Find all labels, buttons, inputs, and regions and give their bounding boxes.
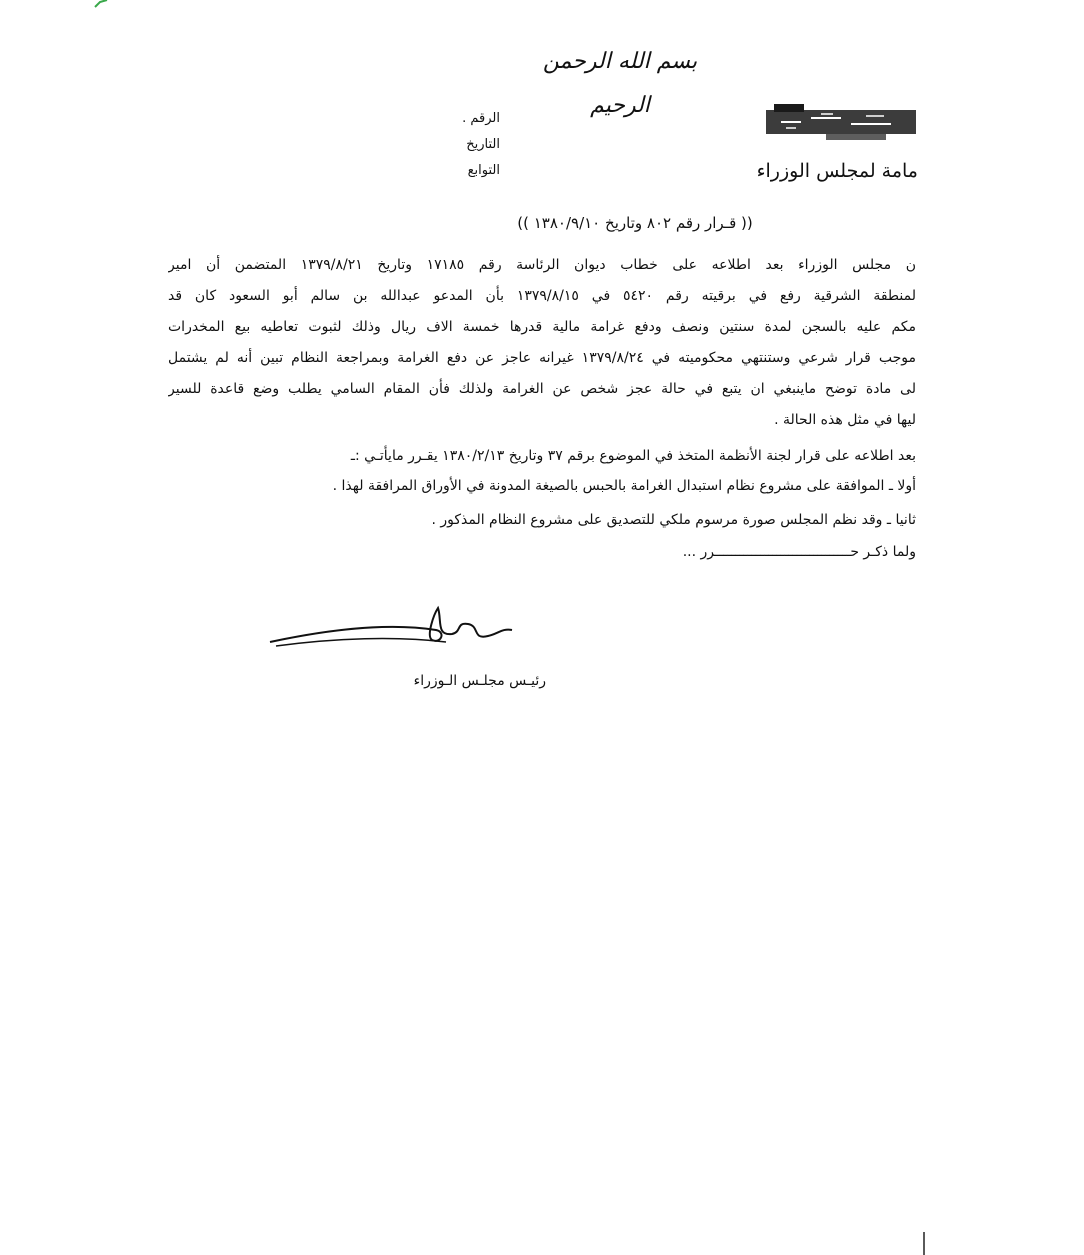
reference-block: [400, 106, 500, 184]
body-line: موجب قرار شرعي وستنتهي محكوميته في ١٣٧٩/٨/٢٤ غيرانه عاجز عن دفع الغرامة وبمراجعة النظام تبين أنه لم يشتمل: [168, 350, 916, 366]
green-mark: [94, 0, 108, 8]
decision-title: (( قـرار رقم ٨٠٢ وتاريخ ١٣٨٠/٩/١٠ )): [517, 214, 753, 232]
body-line: لمنطقة الشرقية رفع في برقيته رقم ٥٤٢٠ في ١٣٧٩/٨/١٥ بأن المدعو عبدالله بن سالم أبو السعود كان قد: [168, 288, 916, 304]
signer-title: رئيـس مجلـس الـوزراء: [413, 673, 546, 689]
logo-text: [772, 106, 912, 154]
body-line: لى مادة توضح ماينبغي ان يتبع في حالة عجز شخص عن الغرامة ولذلك فأن المقام السامي يطلب وضع قاعدة للسير: [168, 381, 916, 397]
attachments-label: التوابع: [467, 163, 500, 178]
body-line: مكم عليه بالسجن لمدة سنتين ونصف ودفع غرامة مالية قدرها خمسة الاف ريال وذلك لثبوت تعاطيه بيع المخدرات: [168, 319, 916, 335]
resolution-intro: بعد اطلاعه على قرار لجنة الأنظمة المتخذ في الموضوع برقم ٣٧ وتاريخ ١٣٨٠/٢/١٣ يقـرر مايأتـي :ـ: [350, 448, 916, 464]
number-label: الرقم .: [462, 111, 500, 126]
body-line: ليها في مثل هذه الحالة .: [774, 412, 916, 428]
clause-second: ثانيا ـ وقد نظم المجلس صورة مرسوم ملكي للتصديق على مشروع النظام المذكور .: [431, 512, 916, 528]
department-label: مامة لمجلس الوزراء: [756, 160, 918, 182]
clause-first: أولا ـ الموافقة على مشروع نظام استبدال الغرامة بالحبس بالصيغة المدونة في الأوراق المرافقة لهذا .: [332, 478, 916, 494]
closing-line: ولما ذكـر حـــــــــــــــــــــــــــــــــرر ...: [682, 544, 916, 560]
date-label: التاريخ: [466, 137, 500, 152]
basmala: بسم الله الرحمن الرحيم: [542, 49, 698, 118]
handwritten-signature: [266, 600, 526, 660]
edge-mark: [920, 1232, 928, 1255]
body-line: ن مجلس الوزراء بعد اطلاعه على خطاب ديوان الرئاسة رقم ١٧١٨٥ وتاريخ ١٣٧٩/٨/٢١ المتضمن أن امير: [168, 257, 916, 273]
decision-body: [168, 250, 916, 436]
